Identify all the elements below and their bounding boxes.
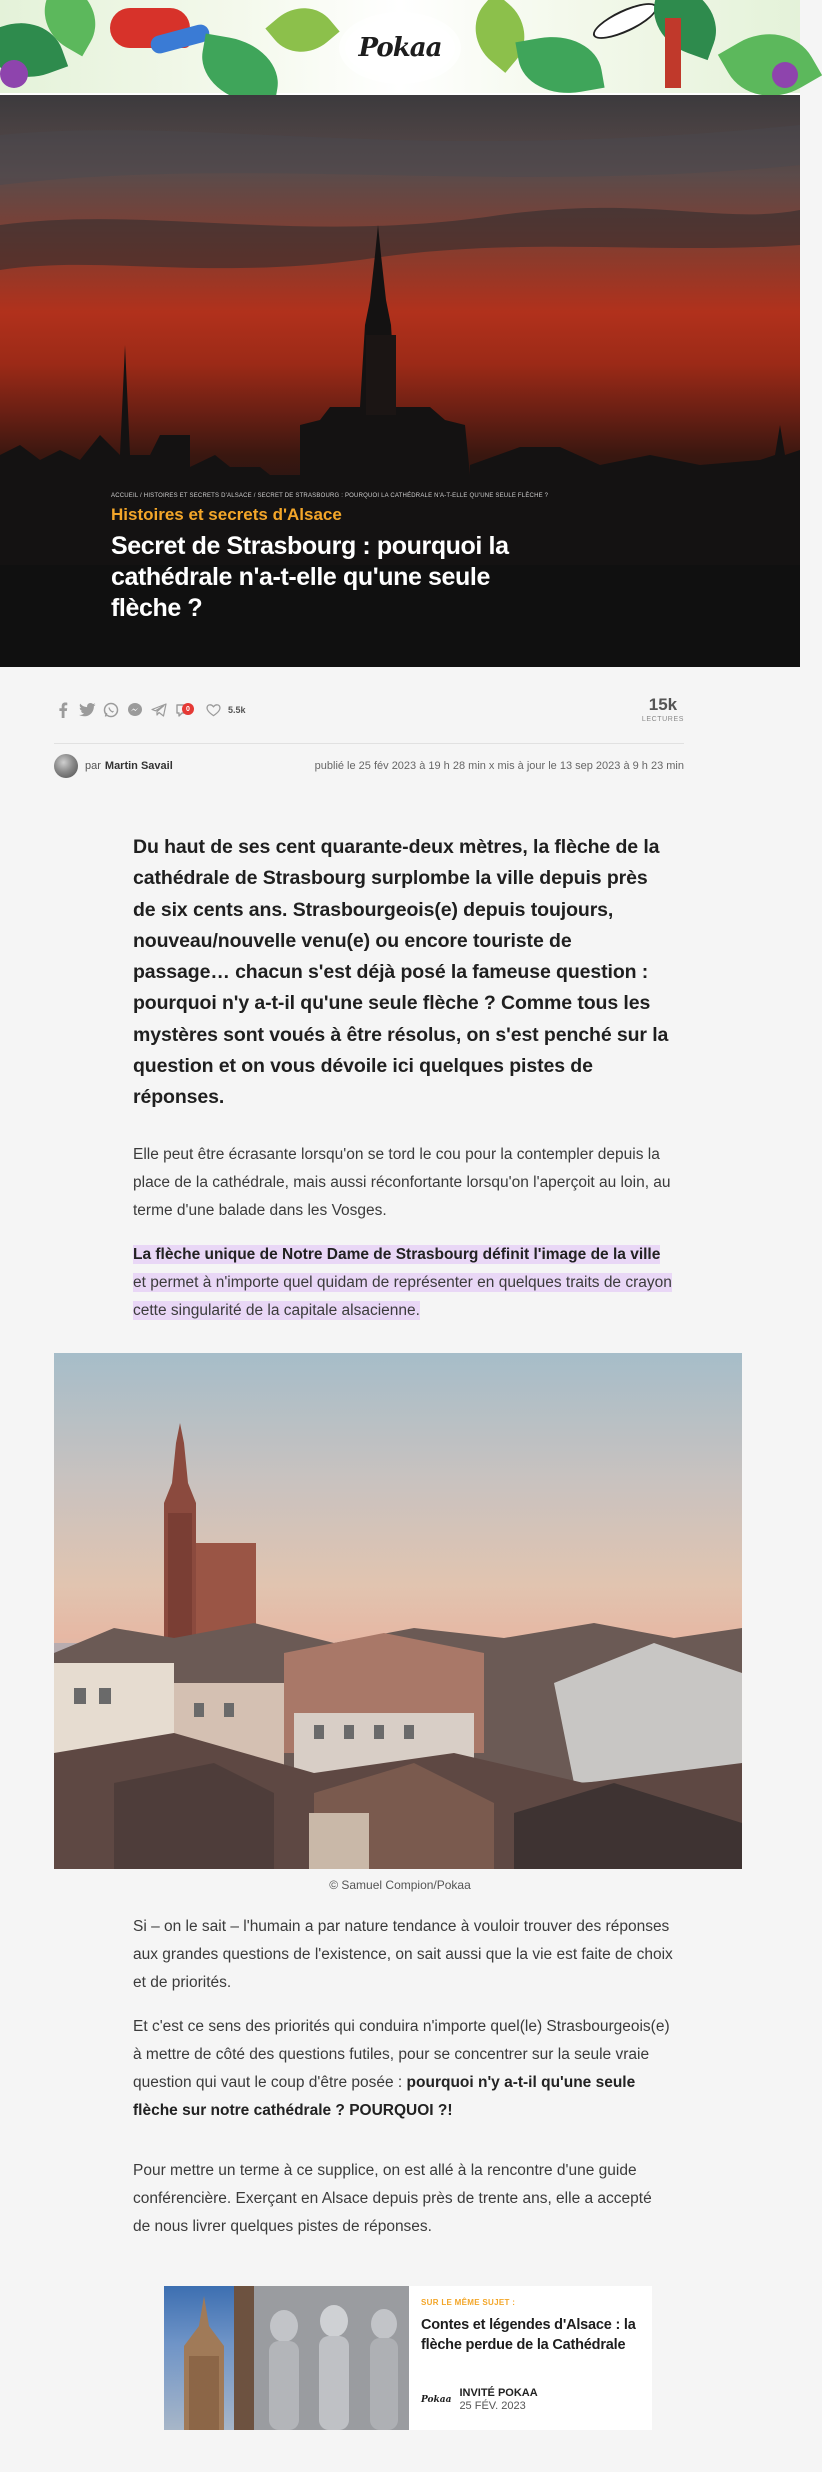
- twitter-icon[interactable]: [78, 701, 96, 719]
- author-name[interactable]: Martin Savail: [104, 760, 173, 772]
- paragraph-bold-text: pourquoi n'y a-t-il qu'une seule flèche sur notre cathédrale ? POURQUOI ?!: [133, 2074, 636, 2119]
- publish-dates: publié le 25 fév 2023 à 19 h 28 min x mis à jour le 13 sep 2023 à 9 h 23 min: [314, 760, 684, 772]
- article-paragraph: Si – on le sait – l'humain a par nature tendance à vouloir trouver des réponses aux grandes questions de l'existence, on sait aussi que la vie est faite de choix et de priorités.: [133, 1918, 673, 1991]
- article-paragraph: Pour mettre un terme à ce supplice, on est allé à la rencontre d'une guide conférencière. Exerçant en Alsace depuis près de trente ans, elle a accepté de nous livrer quelques pistes de réponses.: [133, 2162, 652, 2235]
- comment-icon[interactable]: [174, 701, 192, 719]
- article-paragraph: Elle peut être écrasante lorsqu'on se tord le cou pour la contempler depuis la place de la cathédrale, mais aussi réconfortante lorsqu'on l'aperçoit au loin, au terme d'une balade dans les Vosges.: [133, 1146, 671, 1219]
- decor-leaf: [515, 29, 604, 102]
- avatar[interactable]: [54, 754, 78, 778]
- likes-count: 5.5k: [228, 705, 246, 715]
- comment-count-badge: 0: [182, 703, 194, 715]
- category-label[interactable]: Histoires et secrets d'Alsace: [111, 505, 342, 524]
- mini-logo: Pokaa: [421, 2394, 452, 2405]
- article-paragraph: [133, 2013, 673, 2125]
- related-article-image[interactable]: [164, 2286, 409, 2430]
- reads-label: LECTURES: [641, 716, 684, 723]
- share-icons: [54, 701, 246, 719]
- decor-leaf: [642, 0, 728, 60]
- highlighted-rest-text: et permet à n'importe quel quidam de représenter en quelques traits de crayon cette singularité de la capitale alsacienne.: [133, 1274, 672, 1319]
- hero-banner: [0, 95, 800, 667]
- reads-count: 15k: [648, 695, 678, 714]
- related-author-name[interactable]: INVITÉ POKAA: [459, 2387, 538, 2399]
- author-prefix: par: [85, 760, 101, 772]
- cathedral-statues-illustration: [164, 2286, 409, 2430]
- photo-caption: © Samuel Compion/Pokaa: [329, 1878, 471, 1892]
- article-paragraph-highlighted: [133, 1241, 673, 1325]
- flower-decoration: [0, 60, 28, 88]
- related-kicker: SUR LE MÊME SUJET :: [421, 2298, 516, 2307]
- article-photo[interactable]: [54, 1353, 742, 1869]
- flower-decoration: [772, 62, 798, 88]
- related-article-body: [409, 2286, 652, 2430]
- share-bar: [54, 695, 684, 735]
- page-title: Secret de Strasbourg : pourquoi la cathédrale n'a-t-elle qu'une seule flèche ?: [111, 532, 509, 622]
- author-row: [54, 753, 684, 779]
- highlighted-bold-text: La flèche unique de Notre Dame de Strasbourg définit l'image de la ville: [133, 1246, 661, 1263]
- site-header: [0, 0, 800, 95]
- divider: [54, 743, 684, 744]
- messenger-icon[interactable]: [126, 701, 144, 719]
- logo[interactable]: [345, 18, 455, 78]
- article-lede: Du haut de ses cent quarante-deux mètres, la flèche de la cathédrale de Strasbourg surplombe la ville depuis près de six cents ans. Strasbourgeois(e) depuis toujours, nouveau/nouvelle venu(e) ou encore touriste de passage… chacun s'est déjà posé la fameuse question : pourquoi n'y a-t-il qu'une seule flèche ? Comme tous les mystères sont voués à être résolus, on s'est penché sur la question et on vous dévoile ici quelques pistes de réponses.: [133, 836, 669, 1109]
- related-author: [421, 2387, 538, 2412]
- related-article-card[interactable]: [164, 2286, 652, 2430]
- highlighted-text: [133, 1245, 672, 1320]
- related-title[interactable]: Contes et légendes d'Alsace : la flèche perdue de la Cathédrale: [421, 2317, 636, 2353]
- hero-text: [111, 493, 549, 624]
- heart-icon[interactable]: [204, 701, 222, 719]
- strasbourg-rooftops-illustration: [54, 1353, 742, 1869]
- breadcrumb[interactable]: ACCUEIL / HISTOIRES ET SECRETS D'ALSACE / SECRET DE STRASBOURG : POURQUOI LA CATHÉDRALE N'A-T-ELLE QU'UNE SEULE FLÈCHE ?: [111, 493, 549, 499]
- whatsapp-icon[interactable]: [102, 701, 120, 719]
- stork-decoration: [589, 0, 662, 46]
- related-date: 25 FÉV. 2023: [459, 2400, 526, 2412]
- facebook-icon[interactable]: [54, 701, 72, 719]
- reads-counter: [642, 695, 684, 723]
- cathedral-decoration: [665, 18, 681, 88]
- decor-leaf: [265, 0, 339, 67]
- telegram-icon[interactable]: [150, 701, 168, 719]
- logo-text: Pokaa: [358, 33, 442, 63]
- paragraph-text: Et c'est ce sens des priorités qui conduira n'importe quel(le) Strasbourgeois(e) à mettre de côté des questions futiles, pour se concentrer sur la seule vraie question qui vaut le coup d'être posée :: [133, 2018, 670, 2091]
